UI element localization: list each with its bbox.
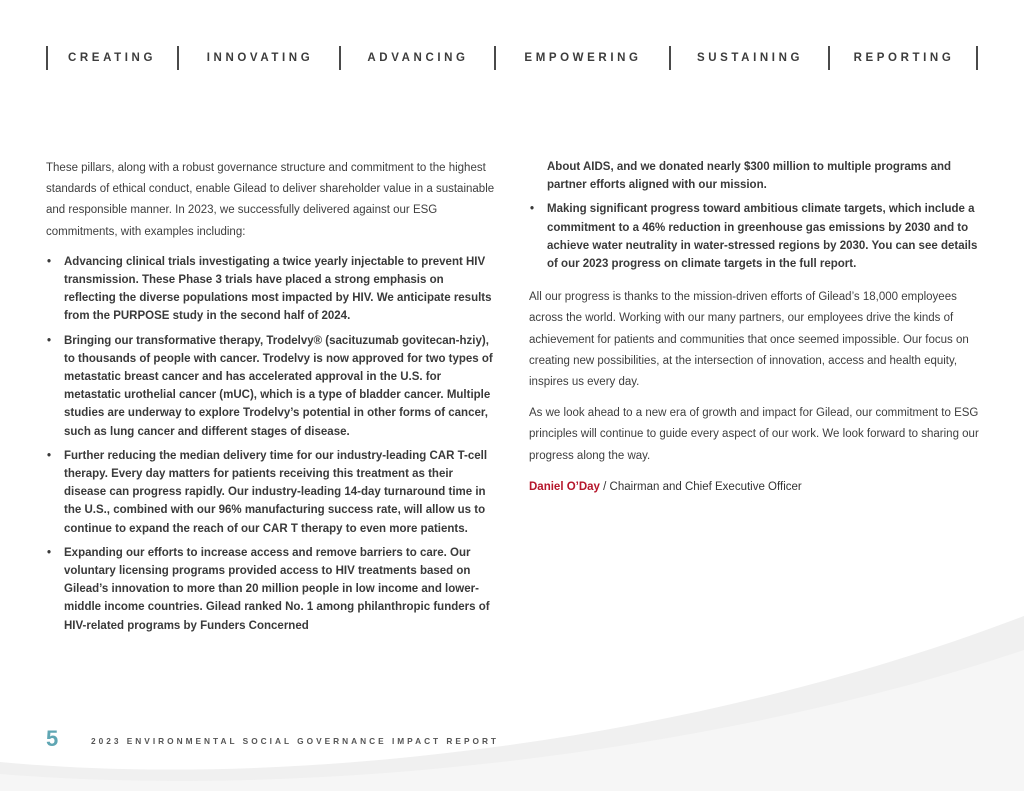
- list-item: [46, 544, 496, 635]
- list-item: [46, 332, 496, 441]
- bullet-icon: •: [47, 546, 52, 559]
- signature-title: / Chairman and Chief Executive Officer: [599, 480, 802, 493]
- progress-paragraph: All our progress is thanks to the mission-driven efforts of Gilead’s 18,000 employees across the world. Working with our many partners, our employees drive the kinds of achievement for patients and communities that once seemed impossible. Our focus on creating new possibilities, at the intersection of innovation, access and health equity, inspires us every day.: [529, 291, 969, 389]
- bullet-icon: •: [47, 255, 52, 268]
- right-column: [529, 158, 984, 493]
- list-item: [529, 200, 984, 273]
- bullet-icon: •: [47, 334, 52, 347]
- outlook-paragraph: As we look ahead to a new era of growth and impact for Gilead, our commitment to ESG principles will continue to guide every aspect of our work. We look forward to sharing our progress along the way.: [529, 407, 979, 462]
- nav-divider: [976, 46, 978, 70]
- nav-item-sustaining[interactable]: SUSTAINING: [696, 52, 804, 64]
- bullet-continuation: About AIDS, and we donated nearly $300 million to multiple programs and partner efforts aligned with our mission.: [547, 161, 952, 192]
- signature: [529, 481, 984, 493]
- nav-item-innovating[interactable]: INNOVATING: [206, 52, 314, 64]
- nav-item-reporting[interactable]: REPORTING: [853, 52, 955, 64]
- page-number: 5: [46, 726, 59, 751]
- nav-item-empowering[interactable]: EMPOWERING: [524, 52, 642, 64]
- nav-item-advancing[interactable]: ADVANCING: [367, 52, 469, 64]
- commitments-list: [46, 253, 496, 635]
- report-title: 2023 ENVIRONMENTAL SOCIAL GOVERNANCE IMPACT REPORT: [91, 736, 500, 746]
- intro-paragraph: These pillars, along with a robust governance structure and commitment to the highest standards of ethical conduct, enable Gilead to deliver shareholder value in a sustainable and responsible manner. In 2023, we successfully delivered against our ESG commitments, with examples including:: [46, 162, 495, 238]
- list-item-text: Further reducing the median delivery time for our industry-leading CAR T-cell therapy. Every day matters for patients receiving this treatment as their disease can progress rapidly. Our industry-leading 14-day turnaround time in the U.S., combined with our 96% manufacturing success rate, will allow us to continue to expand the reach of our CAR T therapy to even more patients.: [64, 449, 488, 535]
- section-nav: [46, 46, 978, 70]
- list-item-text: Making significant progress toward ambitious climate targets, which include a commitment to a 46% reduction in greenhouse gas emissions by 2030 and to achieve water neutrality in water-stressed regions by 2030. You can see details of our 2023 progress on climate targets in the full report.: [547, 203, 978, 271]
- list-item: [46, 447, 496, 538]
- bullet-icon: •: [47, 449, 52, 462]
- list-item-text: Bringing our transformative therapy, Trodelvy® (sacituzumab govitecan-hziy), to thousands of people with cancer. Trodelvy is now approved for two types of metastatic breast cancer and has accelerated approval in the U.S. for metastatic urothelial cancer (mUC), which is a type of bladder cancer. Multiple studies are underway to explore Trodelvy’s potential in other forms of cancer, such as lung cancer and different stages of disease.: [64, 334, 493, 438]
- list-item-text: Expanding our efforts to increase access and remove barriers to care. Our voluntary licensing programs provided access to HIV treatments based on Gilead’s innovation to more than 20 million people in low income and lower-middle income countries. Gilead ranked No. 1 among philanthropic funders of HIV-related programs by Funders Concerned: [64, 546, 490, 632]
- left-column: [46, 158, 496, 635]
- list-item-text: Advancing clinical trials investigating a twice yearly injectable to prevent HIV transmission. These Phase 3 trials have placed a strong emphasis on reflecting the diverse populations most impacted by HIV. We anticipate results from the PURPOSE study in the second half of 2024.: [64, 255, 492, 323]
- signature-name: Daniel O’Day: [529, 480, 600, 493]
- commitments-list-continued: [529, 200, 984, 273]
- list-item: [46, 253, 496, 326]
- bullet-icon: •: [530, 203, 535, 216]
- nav-item-creating[interactable]: CREATING: [67, 52, 156, 64]
